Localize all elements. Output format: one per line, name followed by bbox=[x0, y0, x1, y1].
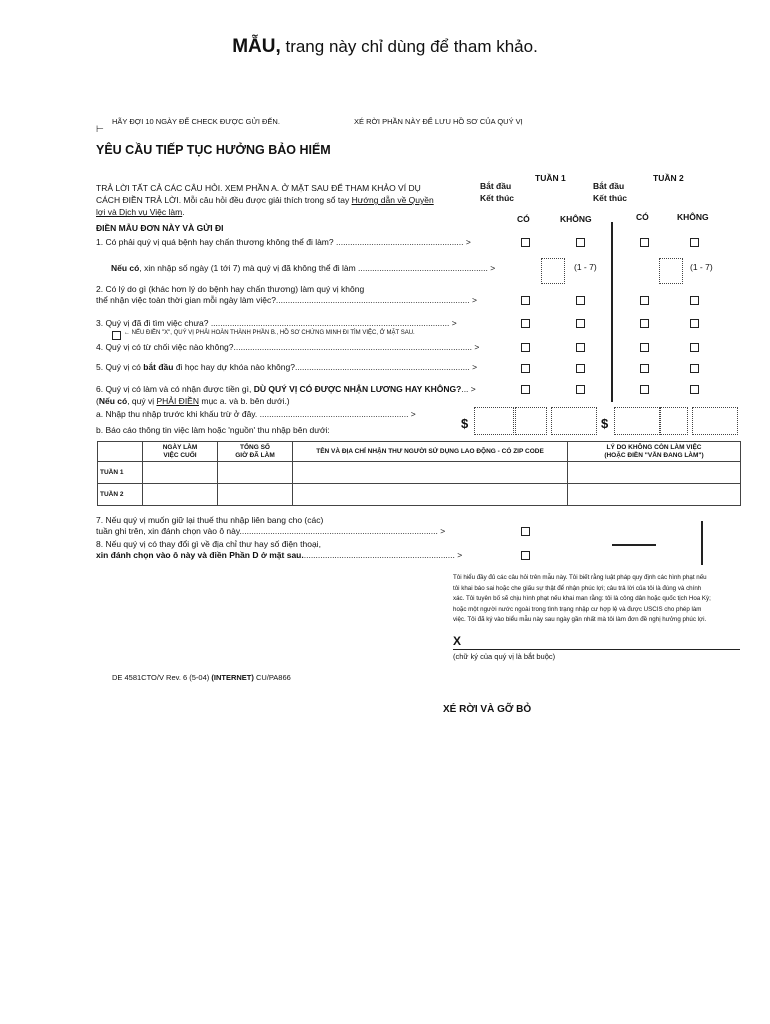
last-day-header bbox=[143, 442, 218, 462]
week1-end: Kết thúc bbox=[480, 193, 514, 203]
q8b-dots: ................................................................ > bbox=[303, 550, 463, 560]
q5-w1-no-checkbox[interactable] bbox=[576, 364, 585, 373]
w2-hours-cell[interactable] bbox=[218, 484, 293, 506]
employer-header: TÊN VÀ ĐỊA CHỈ NHẬN THƯ NGƯỜI SỬ DỤNG LAO ĐỘNG - CÓ ZIP CODE bbox=[293, 442, 568, 462]
form-code-a: DE 4581CTO/V Rev. 6 (5-04) bbox=[112, 673, 212, 682]
question-3: 3. Quý vị đã đi tìm việc chưa? ..................................................................................................... > bbox=[96, 318, 457, 328]
w2-earnings-box-3[interactable] bbox=[692, 407, 738, 435]
w2-dollar-sign: $ bbox=[601, 416, 609, 431]
q3-w1-yes-checkbox[interactable] bbox=[521, 319, 530, 328]
week2-yes: CÓ bbox=[636, 212, 649, 222]
form-code-bold: (INTERNET) bbox=[211, 673, 254, 682]
week2-start: Bắt đầu bbox=[593, 181, 625, 191]
q6-note-open: ( bbox=[96, 396, 99, 406]
tear-off-label: XÉ RỜI VÀ GỠ BỎ bbox=[443, 704, 532, 715]
q6-w2-no-checkbox[interactable] bbox=[690, 385, 699, 394]
row-week2-label: TUẦN 2 bbox=[98, 484, 143, 506]
q6-end: ... > bbox=[461, 384, 476, 394]
question-6-note bbox=[96, 396, 290, 406]
q6-note-bold: Nếu có bbox=[98, 396, 128, 406]
q7-tax-checkbox[interactable] bbox=[521, 527, 530, 536]
declaration-line: việc. Tôi đã ký vào biểu mẫu này sau ngày gần nhất mà tôi làm đơn đề nghị hưởng phúc lợi. bbox=[453, 616, 707, 623]
question-6 bbox=[96, 384, 476, 394]
w1-dollar-sign: $ bbox=[461, 416, 469, 431]
question-4: 4. Quý vị có từ chối việc nào không?..................................................................................................... > bbox=[96, 342, 480, 352]
dash-mark bbox=[612, 544, 656, 546]
q4-w1-no-checkbox[interactable] bbox=[576, 343, 585, 352]
q4-w1-yes-checkbox[interactable] bbox=[521, 343, 530, 352]
w1-last-day-cell[interactable] bbox=[143, 462, 218, 484]
q8b-bold: xin đánh chọn vào ô này và điền Phần D ở mặt sau. bbox=[96, 550, 304, 560]
w1-hours-cell[interactable] bbox=[218, 462, 293, 484]
question-5 bbox=[96, 362, 477, 372]
handbook-link[interactable]: Hướng dẫn về Quyền bbox=[351, 195, 434, 205]
w1-reason-cell[interactable] bbox=[568, 462, 741, 484]
q1b-text: , xin nhập số ngày (1 tới 7) mà quý vị đã không thể đi làm ....................................................... > bbox=[139, 263, 496, 273]
w1-employer-cell[interactable] bbox=[293, 462, 568, 484]
hours-header-l1: TỔNG SỐ bbox=[240, 443, 270, 451]
question-8a: 8. Nếu quý vị có thay đổi gì về địa chỉ thư hay số điện thoại, bbox=[96, 539, 321, 549]
q5-text-b: đi học hay dự khóa nào không?.......................................................................... > bbox=[173, 362, 478, 372]
week2-end: Kết thúc bbox=[593, 193, 627, 203]
tear-note: XÉ RỜI PHẦN NÀY ĐỂ LƯU HỒ SƠ CỦA QUÝ VỊ bbox=[354, 117, 523, 126]
wait-note: HÃY ĐỢI 10 NGÀY ĐỂ CHECK ĐƯỢC GỬI ĐẾN. bbox=[112, 117, 280, 126]
declaration-text bbox=[453, 573, 711, 626]
w2-last-day-cell[interactable] bbox=[143, 484, 218, 506]
q1-w2-no-checkbox[interactable] bbox=[690, 238, 699, 247]
q5-text-a: 5. Quý vị có bbox=[96, 362, 144, 372]
q1-w2-yes-checkbox[interactable] bbox=[640, 238, 649, 247]
q2-w1-yes-checkbox[interactable] bbox=[521, 296, 530, 305]
question-8b bbox=[96, 550, 462, 560]
question-2b: thể nhận việc toàn thời gian mỗi ngày làm việc?.................................................................................. > bbox=[96, 295, 477, 305]
w1-earnings-box-2[interactable] bbox=[515, 407, 547, 435]
q6-note-mid: , quý vị bbox=[127, 396, 157, 406]
q2-w2-yes-checkbox[interactable] bbox=[640, 296, 649, 305]
q1-w2-days-input[interactable] bbox=[659, 258, 683, 284]
q2-w2-no-checkbox[interactable] bbox=[690, 296, 699, 305]
q5-bold: bắt đầu bbox=[143, 362, 174, 372]
q5-w1-yes-checkbox[interactable] bbox=[521, 364, 530, 373]
tear-mark-icon: ⊢ bbox=[96, 124, 104, 134]
q6-w1-no-checkbox[interactable] bbox=[576, 385, 585, 394]
question-6b: b. Báo cáo thông tin việc làm hoặc 'nguồn' thu nhập bên dưới: bbox=[96, 425, 330, 435]
q1b-bold: Nếu có bbox=[111, 263, 140, 273]
q1-w1-no-checkbox[interactable] bbox=[576, 238, 585, 247]
question-7b: tuần ghi trên, xin đánh chọn vào ô này.................................................................................... > bbox=[96, 526, 446, 536]
q3-note: ← NẾU ĐIỀN "X", QUÝ VỊ PHẢI HOÀN THÀNH PHẦN B., HỒ SƠ CHỨNG MINH ĐI TÌM VIỆC, Ở MẶT SAU. bbox=[124, 330, 415, 336]
handbook-link-cont[interactable]: lợi và Dịch vụ Việc làm bbox=[96, 207, 183, 217]
w2-reason-cell[interactable] bbox=[568, 484, 741, 506]
intro-line-2 bbox=[96, 195, 434, 205]
table-corner bbox=[98, 442, 143, 462]
q8-address-checkbox[interactable] bbox=[521, 551, 530, 560]
reason-header-l1: LÝ DO KHÔNG CÒN LÀM VIỆC bbox=[606, 443, 702, 451]
declaration-line: Tôi hiểu đầy đủ các câu hỏi trên mẫu này. Tôi biết rằng luật pháp quy định các hình phạt nếu bbox=[453, 574, 707, 581]
intro-text: CÁCH ĐIỀN TRẢ LỜI. Mỗi câu hỏi đều được giải thích trong sổ tay bbox=[96, 195, 352, 205]
intro-line-3 bbox=[96, 207, 185, 217]
declaration-line: hoặc một người nước ngoài trong tình trạng nhập cư hợp lệ và được USCIS cho phép làm bbox=[453, 605, 702, 613]
week2-heading: TUẦN 2 bbox=[653, 173, 684, 183]
q3-w2-no-checkbox[interactable] bbox=[690, 319, 699, 328]
week1-yes: CÓ bbox=[517, 214, 530, 224]
sample-label: MẪU, bbox=[232, 36, 281, 57]
hours-header-l2: GIỜ ĐÃ LÀM bbox=[235, 451, 275, 459]
sample-note: trang này chỉ dùng để tham khảo. bbox=[280, 37, 538, 56]
table-row bbox=[98, 462, 741, 484]
week-divider bbox=[611, 222, 613, 402]
q6-bold: DÙ QUÝ VỊ CÓ ĐƯỢC NHẬN LƯƠNG HAY KHÔNG? bbox=[253, 384, 462, 394]
form-title: YÊU CẦU TIẾP TỤC HƯỞNG BẢO HIỂM bbox=[96, 143, 331, 157]
q1-w1-yes-checkbox[interactable] bbox=[521, 238, 530, 247]
week1-heading: TUẦN 1 bbox=[535, 173, 566, 183]
week2-no: KHÔNG bbox=[677, 212, 709, 222]
q6-w1-yes-checkbox[interactable] bbox=[521, 385, 530, 394]
declaration-line: tôi khai báo sai hoặc che giấu sự thật để nhận phúc lợi; câu trả lời của tôi là đúng và chính bbox=[453, 584, 702, 592]
w2-earnings-box-2[interactable] bbox=[660, 407, 688, 435]
last-day-header-l1: NGÀY LÀM bbox=[162, 443, 198, 451]
q4-w2-no-checkbox[interactable] bbox=[690, 343, 699, 352]
signature-x: X bbox=[453, 634, 462, 648]
sample-header bbox=[0, 36, 770, 58]
q2-w1-no-checkbox[interactable] bbox=[576, 296, 585, 305]
q6-note-underline: PHẢI ĐIỀN bbox=[156, 396, 199, 406]
reason-header-l2: (HOẶC ĐIỀN "VẪN ĐANG LÀM") bbox=[604, 451, 704, 459]
employer-table bbox=[97, 441, 741, 506]
q1-w1-days-input[interactable] bbox=[541, 258, 565, 284]
q3-note-checkbox[interactable] bbox=[112, 331, 121, 340]
form-code bbox=[112, 673, 291, 682]
hours-header bbox=[218, 442, 293, 462]
q4-w2-yes-checkbox[interactable] bbox=[640, 343, 649, 352]
q6-note-end: mục a. và b. bên dưới.) bbox=[199, 396, 290, 406]
declaration-line: xác. Tôi tuyên bố sẽ chịu hình phạt nếu khai man rằng: tôi là công dân hoặc quốc tịch Hoa Kỳ; bbox=[453, 595, 711, 602]
week1-no: KHÔNG bbox=[560, 214, 592, 224]
question-7a: 7. Nếu quý vị muốn giữ lại thuế thu nhập liên bang cho (các) bbox=[96, 515, 324, 525]
q3-w1-no-checkbox[interactable] bbox=[576, 319, 585, 328]
week1-start: Bắt đầu bbox=[480, 181, 512, 191]
intro-line-1: TRẢ LỜI TẤT CẢ CÁC CÂU HỎI. XEM PHẦN A. Ở MẶT SAU ĐỂ THAM KHẢO VÍ DỤ bbox=[96, 183, 421, 193]
w1-earnings-box-3[interactable] bbox=[551, 407, 597, 435]
question-6a: a. Nhập thu nhập trước khi khấu trừ ở đây. ............................................................... > bbox=[96, 409, 416, 419]
form-code-b: CU/PA866 bbox=[253, 673, 291, 682]
last-day-header-l2: VIỆC CUỐI bbox=[163, 451, 197, 459]
q6-w2-yes-checkbox[interactable] bbox=[640, 385, 649, 394]
question-1b bbox=[111, 263, 495, 273]
q5-w2-no-checkbox[interactable] bbox=[690, 364, 699, 373]
signature-note: (chữ ký của quý vị là bắt buộc) bbox=[453, 652, 556, 661]
w2-employer-cell[interactable] bbox=[293, 484, 568, 506]
question-2a: 2. Có lý do gì (khác hơn lý do bệnh hay chấn thương) làm quý vị không bbox=[96, 284, 365, 294]
vertical-mark bbox=[701, 521, 703, 565]
q1-w1-range: (1 - 7) bbox=[574, 262, 597, 272]
q6-text: 6. Quý vị có làm và có nhận được tiền gì, bbox=[96, 384, 254, 394]
q3-w2-yes-checkbox[interactable] bbox=[640, 319, 649, 328]
table-row bbox=[98, 484, 741, 506]
signature-line[interactable] bbox=[453, 649, 740, 650]
q5-w2-yes-checkbox[interactable] bbox=[640, 364, 649, 373]
q1-w2-range: (1 - 7) bbox=[690, 262, 713, 272]
reason-header bbox=[568, 442, 741, 462]
row-week1-label: TUẦN 1 bbox=[98, 462, 143, 484]
w2-earnings-box-1[interactable] bbox=[614, 407, 660, 435]
intro-period: . bbox=[182, 207, 185, 217]
fill-and-send: ĐIỀN MẪU ĐƠN NÀY VÀ GỬI ĐI bbox=[96, 223, 224, 233]
w1-earnings-box-1[interactable] bbox=[474, 407, 514, 435]
question-1: 1. Có phải quý vị quá bệnh hay chấn thương không thể đi làm? ...................................................... > bbox=[96, 237, 471, 247]
